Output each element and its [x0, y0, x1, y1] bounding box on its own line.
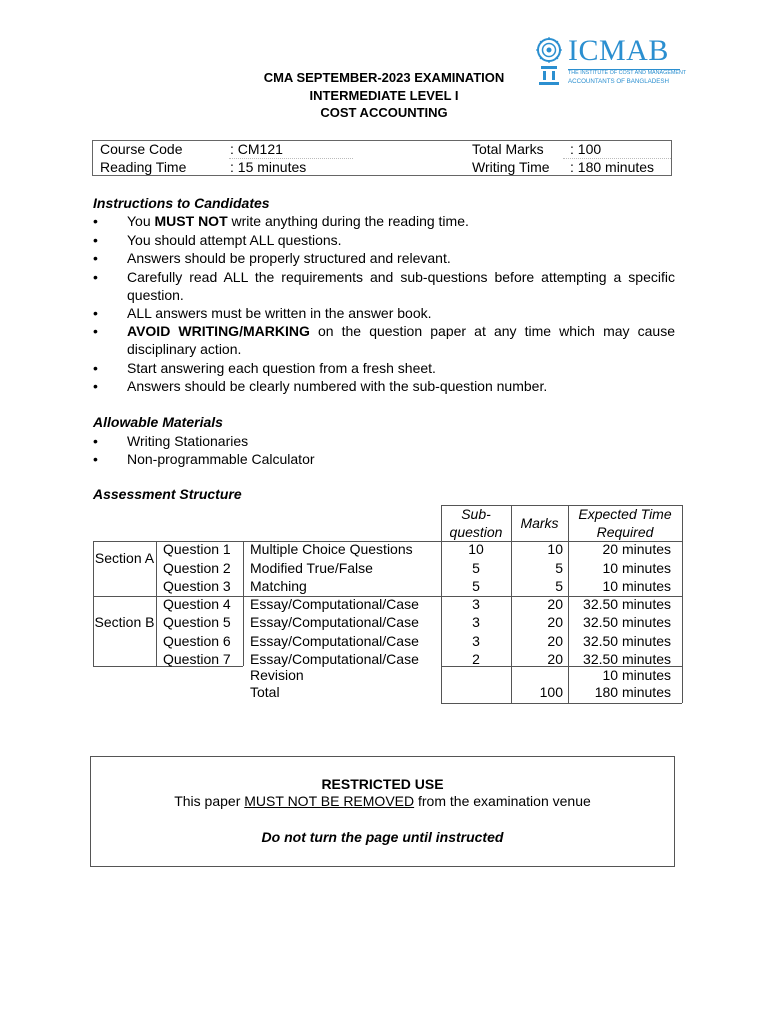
question-time: 10 minutes [602, 578, 671, 594]
revision-label: Revision [250, 667, 304, 683]
question-time: 32.50 minutes [583, 633, 671, 649]
section-b-label: Section B [94, 614, 155, 630]
material-item: Non-programmable Calculator [127, 451, 315, 467]
question-label: Question 5 [163, 614, 231, 630]
question-marks: 20 [547, 651, 563, 667]
question-type: Matching [250, 578, 307, 594]
course-code-label: Course Code [100, 141, 183, 157]
question-marks: 20 [547, 633, 563, 649]
writing-time-value: : 180 minutes [570, 159, 655, 175]
instruction-item: You MUST NOT write anything during the reading time. [127, 213, 469, 229]
question-time: 10 minutes [602, 560, 671, 576]
instruction-item: Carefully read ALL the requirements and sub-questions before attempting a specific question. [127, 269, 675, 303]
header-expected-time: Expected Time Required [578, 506, 672, 540]
bullet-icon: • [93, 305, 98, 321]
question-label: Question 6 [163, 633, 231, 649]
writing-time-label: Writing Time [472, 159, 550, 175]
restricted-use-box [90, 756, 675, 867]
bullet-icon: • [93, 433, 98, 449]
sub-question-count: 5 [472, 578, 480, 594]
question-label: Question 7 [163, 651, 231, 667]
question-label: Question 1 [163, 541, 231, 557]
bullet-icon: • [93, 269, 98, 285]
bullet-icon: • [93, 360, 98, 376]
instruction-item: Start answering each question from a fresh sheet. [127, 360, 436, 376]
sub-question-count: 10 [468, 541, 484, 557]
question-type: Modified True/False [250, 560, 373, 576]
sub-question-count: 5 [472, 560, 480, 576]
sub-question-count: 2 [472, 651, 480, 667]
bullet-icon: • [93, 451, 98, 467]
logo-subtitle-2: ACCOUNTANTS OF BANGLADESH [568, 78, 669, 85]
bullet-icon: • [93, 213, 98, 229]
material-item: Writing Stationaries [127, 433, 249, 449]
do-not-turn-notice: Do not turn the page until instructed [261, 829, 504, 845]
question-marks: 5 [555, 560, 563, 576]
restricted-notice: This paper MUST NOT BE REMOVED from the examination venue [174, 793, 591, 809]
question-marks: 20 [547, 614, 563, 630]
reading-time-value: : 15 minutes [230, 159, 307, 175]
exam-subject: COST ACCOUNTING [320, 105, 448, 120]
total-time: 180 minutes [594, 684, 671, 700]
question-time: 32.50 minutes [583, 651, 671, 667]
header-marks: Marks [520, 515, 559, 531]
question-time: 32.50 minutes [583, 614, 671, 630]
total-label: Total [250, 684, 280, 700]
instruction-item: You should attempt ALL questions. [127, 232, 342, 248]
logo-title: ICMAB [568, 34, 669, 67]
restricted-title: RESTRICTED USE [321, 776, 444, 792]
exam-title: CMA SEPTEMBER-2023 EXAMINATION [263, 70, 505, 85]
instruction-item: Answers should be properly structured and relevant. [127, 250, 451, 266]
reading-time-label: Reading Time [100, 159, 187, 175]
question-time: 32.50 minutes [583, 596, 671, 612]
section-a-label: Section A [94, 550, 155, 566]
question-label: Question 2 [163, 560, 231, 576]
bullet-icon: • [93, 378, 98, 394]
revision-time: 10 minutes [602, 667, 671, 683]
exam-level: INTERMEDIATE LEVEL I [309, 88, 459, 103]
sub-question-count: 3 [472, 614, 480, 630]
instruction-item: ALL answers must be written in the answer book. [127, 305, 432, 321]
question-type: Essay/Computational/Case [250, 596, 419, 612]
sub-question-count: 3 [472, 633, 480, 649]
total-marks: 100 [539, 684, 563, 700]
question-label: Question 4 [163, 596, 231, 612]
instruction-item: Answers should be clearly numbered with the sub-question number. [127, 378, 548, 394]
question-marks: 10 [547, 541, 563, 557]
header-sub-question: Sub-question [449, 506, 503, 540]
question-marks: 20 [547, 596, 563, 612]
instruction-item: AVOID WRITING/MARKING on the question paper at any time which may cause disciplinary action. [127, 323, 675, 357]
logo-subtitle-1: THE INSTITUTE OF COST AND MANAGEMENT [568, 70, 687, 76]
bullet-icon: • [93, 250, 98, 266]
course-code-value: : CM121 [230, 141, 283, 157]
materials-heading: Allowable Materials [93, 414, 223, 430]
question-label: Question 3 [163, 578, 231, 594]
question-marks: 5 [555, 578, 563, 594]
assessment-heading: Assessment Structure [93, 486, 242, 502]
question-type: Essay/Computational/Case [250, 633, 419, 649]
total-marks-value: : 100 [570, 141, 602, 157]
total-marks-label: Total Marks [472, 141, 544, 157]
question-time: 20 minutes [602, 541, 671, 557]
exam-info-box [92, 140, 672, 176]
bullet-icon: • [93, 323, 98, 339]
instructions-heading: Instructions to Candidates [93, 195, 270, 211]
bullet-icon: • [93, 232, 98, 248]
sub-question-count: 3 [472, 596, 480, 612]
question-type: Essay/Computational/Case [250, 651, 419, 667]
question-type: Multiple Choice Questions [250, 541, 413, 557]
question-type: Essay/Computational/Case [250, 614, 419, 630]
